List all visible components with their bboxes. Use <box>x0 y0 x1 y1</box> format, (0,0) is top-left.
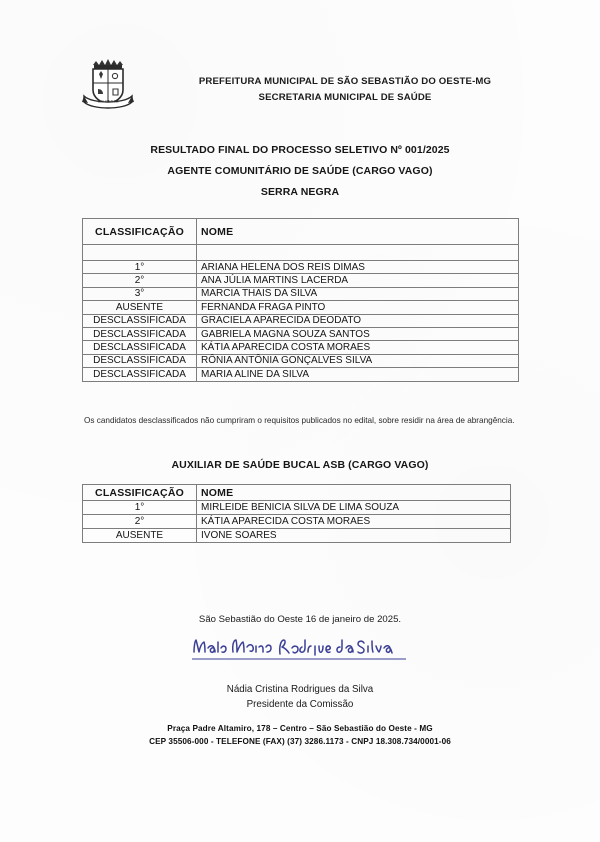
table-body-acs <box>83 245 519 382</box>
signatory-role: Presidente da Comissão <box>246 699 354 710</box>
table-classificacao-acs <box>82 218 519 382</box>
cell-classificacao: AUSENTE <box>83 529 197 543</box>
cell-classificacao: DESCLASSIFICADA <box>83 314 197 327</box>
cell-nome: MARCIA THAIS DA SILVA <box>197 287 519 300</box>
header-title-group <box>150 74 540 106</box>
page-subtitle-localidade: SERRA NEGRA <box>260 186 340 198</box>
cell-nome: ARIANA HELENA DOS REIS DIMAS <box>197 261 519 274</box>
signature-place-date: São Sebastião do Oeste 16 de janeiro de 2025. <box>198 614 402 625</box>
cell-nome: ANA JÚLIA MARTINS LACERDA <box>197 274 519 287</box>
cell-nome: RÔNIA ANTÔNIA GONÇALVES SILVA <box>197 354 519 367</box>
cell-classificacao: 3° <box>83 287 197 300</box>
page-title: RESULTADO FINAL DO PROCESSO SELETIVO Nº 001/2025 <box>150 144 450 156</box>
table-header-row <box>83 485 511 501</box>
table-row <box>83 274 519 287</box>
cell-nome <box>197 245 519 261</box>
cell-classificacao: 2° <box>83 515 197 529</box>
cell-classificacao: 2° <box>83 274 197 287</box>
table-row <box>83 314 519 327</box>
page-subtitle-cargo: AGENTE COMUNITÁRIO DE SAÚDE (CARGO VAGO) <box>167 165 433 177</box>
table-row <box>83 529 511 543</box>
column-header-nome: NOME <box>197 485 511 501</box>
document-footer <box>60 722 540 748</box>
table-body-asb <box>83 501 511 543</box>
signature-name-block <box>60 682 540 712</box>
table-row <box>83 341 519 354</box>
cell-nome: FERNANDA FRAGA PINTO <box>197 301 519 314</box>
note-desclassificados: Os candidatos desclassificados não cumpriram o requisitos publicados no edital, sobre residir na área de abrangência. <box>84 416 515 425</box>
table-row <box>83 501 511 515</box>
cell-classificacao: DESCLASSIFICADA <box>83 354 197 367</box>
column-header-classificacao: CLASSIFICAÇÃO <box>83 219 197 245</box>
handwritten-signature-icon <box>188 634 412 664</box>
signatory-name: Nádia Cristina Rodrigues da Silva <box>226 684 374 695</box>
svg-text:S.S.OESTE: S.S.OESTE <box>97 98 119 104</box>
cell-classificacao: AUSENTE <box>83 301 197 314</box>
cell-nome: IVONE SOARES <box>197 529 511 543</box>
header-line-prefeitura: PREFEITURA MUNICIPAL DE SÃO SEBASTIÃO DO OESTE-MG <box>198 76 492 87</box>
cell-nome: KÁTIA APARECIDA COSTA MORAES <box>197 515 511 529</box>
cell-nome: KÁTIA APARECIDA COSTA MORAES <box>197 341 519 354</box>
table-row <box>83 515 511 529</box>
table-row <box>83 301 519 314</box>
table-classificacao-asb <box>82 484 511 543</box>
cell-classificacao: 1° <box>83 501 197 515</box>
table-row <box>83 354 519 367</box>
cell-nome: MARIA ALINE DA SILVA <box>197 368 519 381</box>
municipal-coat-of-arms-icon <box>80 56 136 112</box>
column-header-nome: NOME <box>197 219 519 245</box>
section-title-asb: AUXILIAR DE SAÚDE BUCAL ASB (CARGO VAGO) <box>171 459 429 471</box>
column-header-classificacao: CLASSIFICAÇÃO <box>83 485 197 501</box>
header-line-secretaria: SECRETARIA MUNICIPAL DE SAÚDE <box>258 92 432 103</box>
cell-nome: GABRIELA MAGNA SOUZA SANTOS <box>197 327 519 340</box>
cell-classificacao: DESCLASSIFICADA <box>83 368 197 381</box>
cell-classificacao: DESCLASSIFICADA <box>83 341 197 354</box>
table-header-row <box>83 219 519 245</box>
footer-address: Praça Padre Altamiro, 178 – Centro – São Sebastião do Oeste - MG <box>167 724 433 733</box>
table-row <box>83 327 519 340</box>
table-row <box>83 245 519 261</box>
cell-classificacao: DESCLASSIFICADA <box>83 327 197 340</box>
footer-contact: CEP 35506-000 - TELEFONE (FAX) (37) 3286.1173 - CNPJ 18.308.734/0001-06 <box>149 737 451 746</box>
cell-nome: MIRLEIDE BENICIA SILVA DE LIMA SOUZA <box>197 501 511 515</box>
table-row <box>83 261 519 274</box>
table-row <box>83 287 519 300</box>
cell-nome: GRACIELA APARECIDA DEODATO <box>197 314 519 327</box>
table-row <box>83 368 519 381</box>
signature-area <box>0 634 600 664</box>
cell-classificacao: 1° <box>83 261 197 274</box>
document-title-group <box>60 140 540 203</box>
cell-classificacao <box>83 245 197 261</box>
